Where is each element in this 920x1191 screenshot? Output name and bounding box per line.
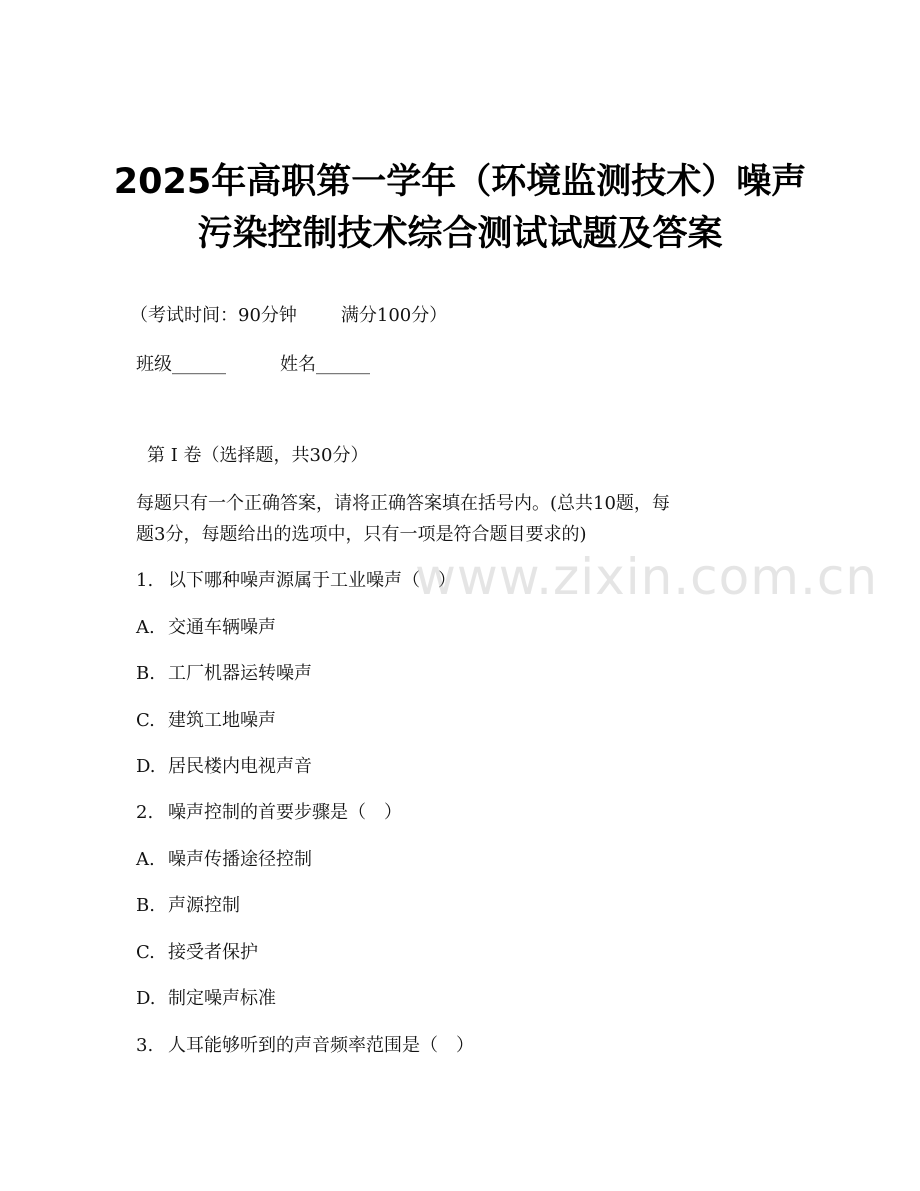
option-text: 噪声传播途径控制	[168, 849, 312, 870]
document-title-line-1: 2025年高职第一学年（环境监测技术）噪声	[113, 162, 807, 202]
option-letter: A.	[136, 617, 155, 638]
option-letter: B.	[136, 895, 155, 916]
option-letter: D.	[136, 988, 156, 1009]
question-number: 3.	[136, 1035, 154, 1056]
exam-time: （考试时间：90分钟	[130, 305, 297, 326]
exam-info	[130, 301, 447, 327]
instructions-line-1: 每题只有一个正确答案，请将正确答案填在括号内。(总共10题，每	[136, 493, 670, 514]
question-number: 2.	[136, 802, 154, 823]
question-1-option-c	[136, 706, 276, 732]
option-text: 建筑工地噪声	[168, 710, 276, 731]
option-text: 交通车辆噪声	[168, 617, 276, 638]
class-field: 班级______	[136, 354, 226, 375]
option-letter: D.	[136, 756, 156, 777]
question-1-option-d	[136, 752, 312, 778]
document-title-line-2: 污染控制技术综合测试试题及答案	[197, 214, 723, 254]
option-text: 工厂机器运转噪声	[168, 663, 312, 684]
exam-full-score: 满分100分）	[340, 305, 448, 326]
question-1-option-b	[136, 659, 312, 685]
option-text: 接受者保护	[168, 942, 258, 963]
question-1	[136, 566, 456, 592]
question-2-option-c	[136, 938, 258, 964]
question-text: 噪声控制的首要步骤是（ ）	[168, 802, 402, 823]
question-1-option-a	[136, 613, 276, 639]
watermark: www.zixin.com.cn	[415, 548, 879, 606]
section-title: 第 I 卷（选择题，共30分）	[147, 445, 369, 466]
question-2	[136, 798, 402, 824]
option-letter: C.	[136, 710, 155, 731]
question-number: 1.	[136, 570, 154, 591]
question-text: 人耳能够听到的声音频率范围是（ ）	[168, 1035, 474, 1056]
option-text: 居民楼内电视声音	[168, 756, 312, 777]
question-2-option-b	[136, 891, 240, 917]
option-text: 声源控制	[168, 895, 240, 916]
instructions-line-2: 题3分，每题给出的选项中，只有一项是符合题目要求的)	[136, 524, 587, 545]
question-2-option-d	[136, 984, 276, 1010]
option-text: 制定噪声标准	[168, 988, 276, 1009]
option-letter: B.	[136, 663, 155, 684]
option-letter: C.	[136, 942, 155, 963]
question-2-option-a	[136, 845, 312, 871]
question-3	[136, 1031, 474, 1057]
student-info-row	[136, 350, 370, 376]
question-text: 以下哪种噪声源属于工业噪声（ ）	[168, 570, 456, 591]
name-field: 姓名______	[280, 354, 370, 375]
option-letter: A.	[136, 849, 155, 870]
